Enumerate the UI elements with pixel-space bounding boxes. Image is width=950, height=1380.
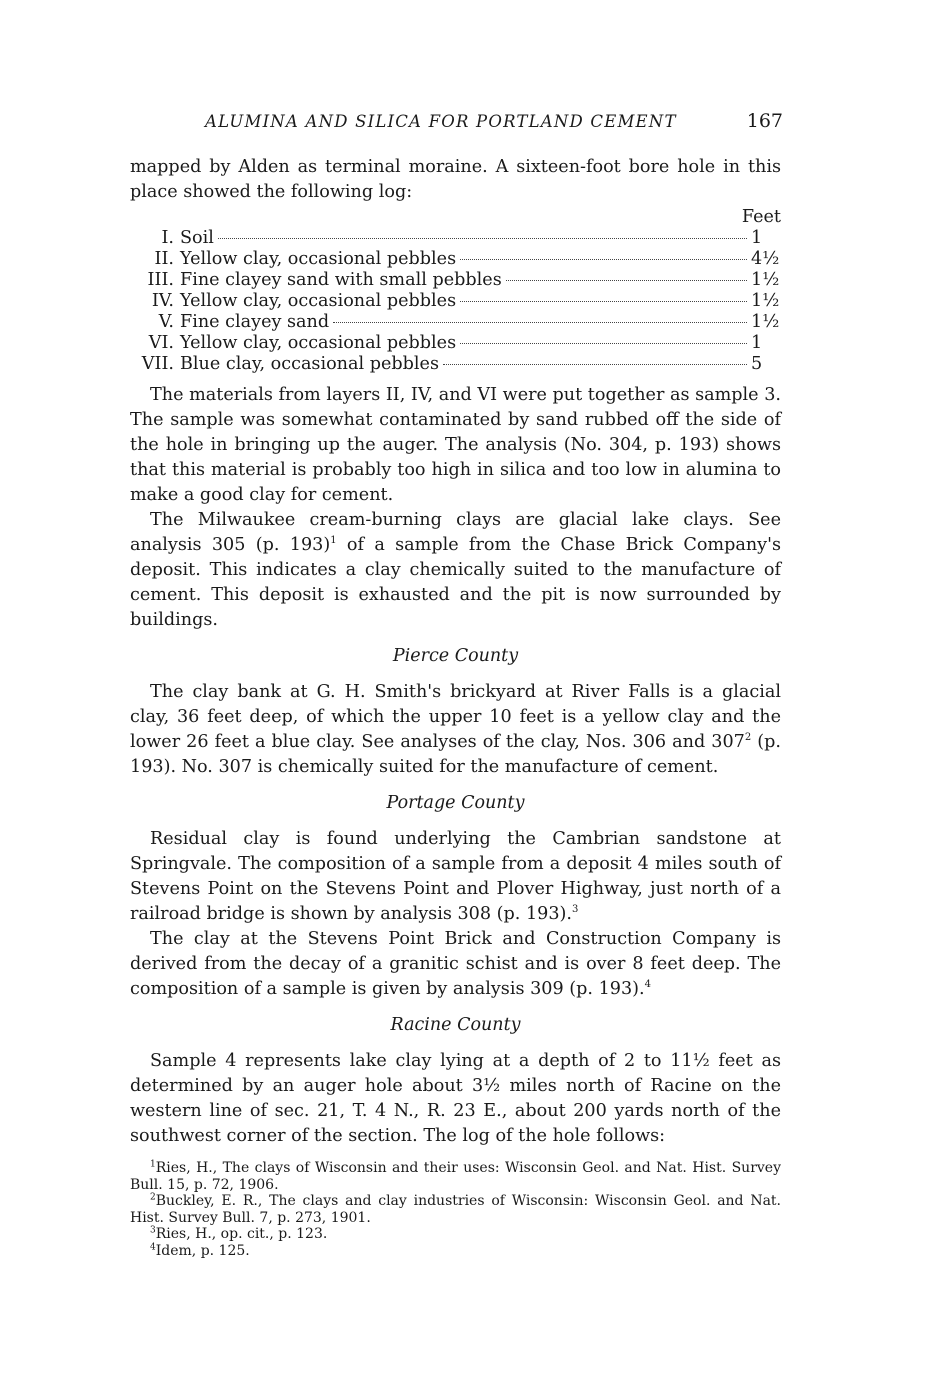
paragraph-text: Residual clay is found underlying the Cambrian sandstone at Springvale. The composition of a sample from a deposit 4 miles south of Stevens Point on the Stevens Point and Plover Highway, just north of a railroad bridge is shown by analysis 308 (p. 193). — [130, 829, 781, 924]
table-row — [130, 249, 781, 270]
layer-feet: 1 — [751, 228, 763, 248]
layer-description: Blue clay, occasional pebbles — [180, 354, 439, 374]
layer-numeral: VI. — [148, 333, 174, 353]
paragraph-racine: Sample 4 represents lake clay lying at a depth of 2 to 11½ feet as determined by an auger hole about 3½ miles north of Racine on the western line of sec. 21, T. 4 N., R. 23 E., about 200 yards north of the southwest corner of the section. The log of the hole follows: — [130, 1051, 781, 1146]
footnote-mark: 2 — [150, 1192, 156, 1203]
footnote — [130, 1226, 781, 1243]
paragraph-text: The clay at the Stevens Point Brick and Construction Company is derived from the decay of a granitic schist and is over 8 feet deep. The composition of a sample is given by analysis 309 (p. 193). — [130, 929, 781, 999]
feet-column-header: Feet — [741, 207, 781, 227]
paragraph-text: of a sample from the Chase Brick Company's deposit. This indicates a clay chemically suited to the manufacture of cement. This deposit is exhausted and the pit is now surrounded by buildings. — [130, 535, 781, 630]
layer-description: Soil — [180, 228, 214, 248]
running-title: ALUMINA AND SILICA FOR PORTLAND CEMENT — [205, 112, 677, 131]
paragraph-text: The Milwaukee cream-burning clays are glacial lake clays. See analysis 305 (p. 193) — [130, 510, 781, 555]
layer-feet: 5 — [751, 354, 763, 374]
layer-description: Fine clayey sand — [180, 312, 330, 332]
footnote-mark: 4 — [150, 1242, 156, 1253]
dot-leader — [460, 343, 747, 344]
paragraph-pierce — [130, 680, 781, 780]
footnote-ref: 3 — [571, 904, 579, 916]
section-heading-racine: Racine County — [390, 1015, 521, 1035]
layer-numeral: IV. — [151, 291, 174, 311]
footnote-ref: 2 — [744, 732, 752, 744]
footnote-ref: 1 — [330, 535, 337, 547]
table-row — [130, 333, 781, 354]
intro-text: mapped by Alden as terminal moraine. A sixteen-foot bore hole in this place showed the following log: — [130, 157, 781, 202]
dot-leader — [460, 259, 747, 260]
dot-leader — [506, 280, 747, 281]
footnotes — [130, 1160, 781, 1260]
footnote — [130, 1243, 781, 1260]
layer-description: Yellow clay, occasional pebbles — [180, 291, 457, 311]
layer-feet: 1½ — [751, 312, 780, 332]
table-row — [130, 270, 781, 291]
running-header — [205, 110, 783, 132]
footnote — [130, 1193, 781, 1226]
paragraph-materials: The materials from layers II, IV, and VI were put together as sample 3. The sample was somewhat contaminated by sand rubbed off the side of the hole in bringing up the auger. The analysis (No. 304, p. 193) shows that this material is probably too high in silica and too low in alumina to make a good clay for cement. — [130, 385, 781, 505]
layer-description: Fine clayey sand with small pebbles — [180, 270, 502, 290]
bore-hole-log-table — [130, 228, 781, 375]
log-table-header — [130, 206, 781, 228]
layer-feet: 4½ — [751, 249, 780, 269]
footnote-text: Buckley, E. R., The clays and clay industries of Wisconsin: Wisconsin Geol. and Nat. Hist. Survey Bull. 7, p. 273, 1901. — [130, 1193, 781, 1226]
layer-feet: 1½ — [751, 291, 780, 311]
section-heading-pierce: Pierce County — [392, 646, 519, 666]
footnote — [130, 1160, 781, 1193]
dot-leader — [333, 322, 747, 323]
layer-numeral: VII. — [141, 354, 174, 374]
footnote-mark: 3 — [150, 1225, 156, 1236]
layer-description: Yellow clay, occasional pebbles — [180, 333, 457, 353]
intro-block — [130, 155, 781, 205]
table-row — [130, 312, 781, 333]
layer-numeral: III. — [147, 270, 174, 290]
paragraph-portage — [130, 827, 781, 927]
dot-leader — [443, 364, 747, 365]
layer-description: Yellow clay, occasional pebbles — [180, 249, 457, 269]
table-row — [130, 291, 781, 312]
dot-leader — [460, 301, 747, 302]
body-text — [130, 383, 781, 1149]
page-number: 167 — [746, 110, 783, 132]
table-row — [130, 354, 781, 375]
footnote-mark: 1 — [150, 1159, 156, 1170]
footnote-text: Idem, p. 125. — [155, 1242, 250, 1259]
paragraph-milwaukee — [130, 508, 781, 633]
layer-numeral: II. — [154, 249, 174, 269]
layer-numeral: V. — [158, 312, 174, 332]
paragraph-text: The clay bank at G. H. Smith's brickyard at River Falls is a glacial clay, 36 feet deep, of which the upper 10 feet is a yellow clay and the lower 26 feet a blue clay. See analyses of the clay, Nos. 306 and 307 — [130, 682, 781, 752]
paragraph-text: (p. 193). No. 307 is chemically suited for the manufacture of cement. — [130, 732, 781, 777]
section-heading-portage: Portage County — [386, 793, 525, 813]
dot-leader — [218, 238, 747, 239]
footnote-ref: 4 — [644, 979, 651, 991]
table-row — [130, 228, 781, 249]
layer-feet: 1½ — [751, 270, 780, 290]
footnote-text: Ries, H., The clays of Wisconsin and their uses: Wisconsin Geol. and Nat. Hist. Survey Bull. 15, p. 72, 1906. — [130, 1160, 781, 1193]
paragraph-stevens-point — [130, 927, 781, 1002]
layer-feet: 1 — [751, 333, 763, 353]
layer-numeral: I. — [161, 228, 174, 248]
footnote-text: Ries, H., op. cit., p. 123. — [155, 1226, 328, 1243]
